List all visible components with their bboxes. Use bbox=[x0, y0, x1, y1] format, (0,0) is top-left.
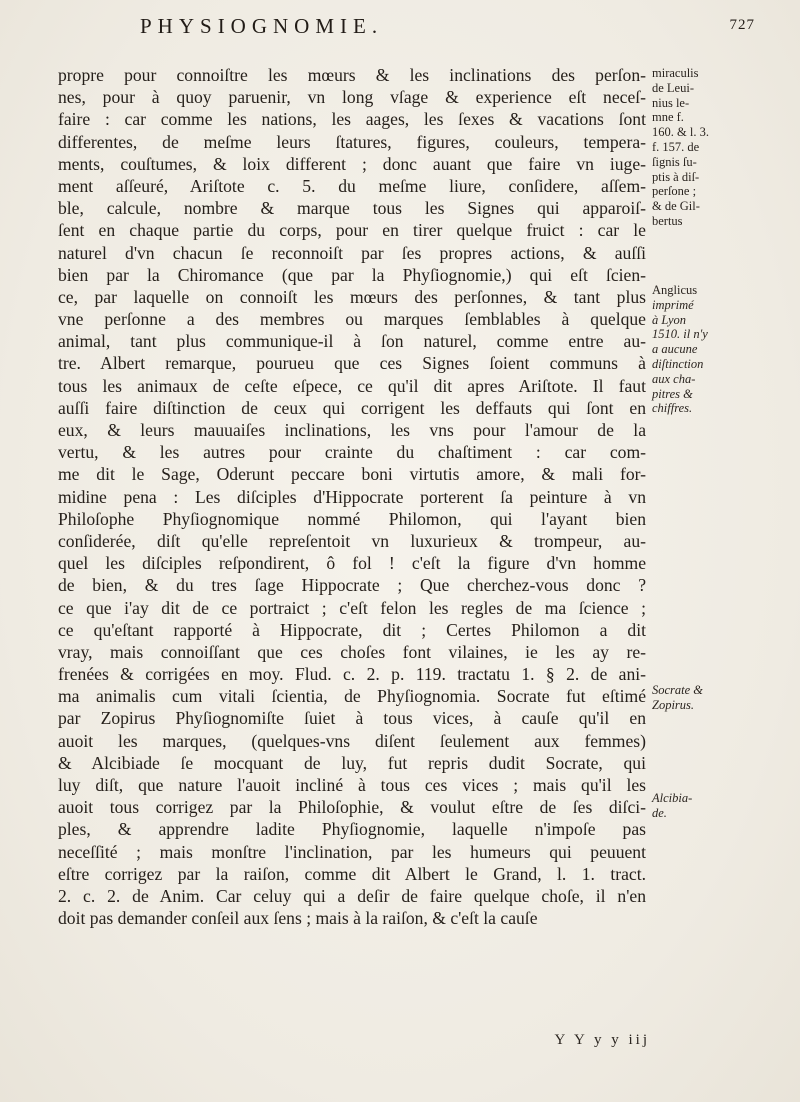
note-line: bertus bbox=[652, 213, 683, 228]
signature-mark: Y Y y y iij bbox=[554, 1032, 650, 1048]
text-line: ce que i'ay dit de ce portraict ; c'eſt felon les regles de ma ſcience ; bbox=[58, 597, 646, 618]
note-line: à Lyon bbox=[652, 312, 687, 327]
note-line: & de Gil- bbox=[652, 199, 700, 214]
note-line: Zopirus. bbox=[652, 697, 695, 712]
text-line: naturel d'vn chacun ſe reconnoiſt par ſes propres actions, & auſſi bbox=[58, 242, 646, 263]
margin-note-anglicus bbox=[652, 283, 708, 416]
note-line: 1510. il n'y bbox=[652, 327, 708, 342]
text-line: tre. Albert remarque, pourueu que ces Signes ſoient communs à bbox=[58, 353, 646, 374]
note-line: f. 157. de bbox=[652, 139, 700, 154]
running-head bbox=[140, 14, 755, 42]
text-line: propre pour connoiſtre les mœurs & les inclinations des perſon- bbox=[58, 65, 646, 85]
text-line: neceſſité ; mais monſtre l'inclination, par les humeurs qui peuuent bbox=[58, 841, 646, 862]
page-number: 727 bbox=[729, 17, 755, 33]
text-line: ce, par laquelle on connoiſt les mœurs des perſonnes, & tant plus bbox=[58, 286, 646, 307]
text-line: eux, & leurs mauuaiſes inclinations, les vns pour l'amour de la bbox=[58, 420, 646, 440]
text-line: ſent en chaque partie du corps, pour en tirer quelque fruict : car le bbox=[58, 220, 646, 241]
note-line: de Leui- bbox=[652, 80, 694, 95]
text-line: ment aſſeuré, Ariſtote c. 5. du meſme liure, conſidere, aſſem- bbox=[58, 175, 646, 196]
text-line: vray, mais connoiſſant que ces choſes font vilaines, ie les ay re- bbox=[58, 641, 646, 662]
text-line: de bien, & du tres ſage Hippocrate ; Que cherchez-vous donc ? bbox=[58, 575, 646, 596]
note-line: 160. & l. 3. bbox=[652, 125, 709, 140]
text-line: auoit les marques, (quelques-vns diſent ſeulement aux femmes) bbox=[58, 730, 646, 751]
note-line: Anglicus bbox=[652, 283, 698, 297]
text-line: me dit le Sage, Oderunt peccare boni virtutis amore, & mali for- bbox=[58, 464, 646, 485]
margin-note-socrate bbox=[652, 683, 703, 713]
text-line: par Zopirus Phyſiognomiſte ſuiet à tous vices, à cauſe qu'il en bbox=[58, 708, 646, 729]
text-line: ples, & apprendre ladite Phyſiognomie, laquelle n'impoſe pas bbox=[58, 819, 646, 840]
margin-note-references bbox=[652, 66, 709, 229]
running-title: PHYSIOGNOMIE. bbox=[140, 14, 384, 38]
text-line: luy diſt, que nature l'auoit incliné à tous ces vices ; mais qu'il les bbox=[58, 775, 646, 795]
note-line: de. bbox=[652, 805, 667, 820]
note-line: Alcibia- bbox=[652, 791, 693, 805]
text-line: eſtre corrigez par la raiſon, comme dit Albert le Grand, l. 1. tract. bbox=[58, 863, 646, 884]
text-line: auſſi faire diſtinction de ceux qui corrigent les deffauts qui ſont en bbox=[58, 397, 646, 418]
main-text-block bbox=[58, 64, 646, 929]
text-line: conſiderée, diſt qu'elle repreſentoit vn luxurieux & trompeur, au- bbox=[58, 530, 646, 551]
note-line: ptis à diſ- bbox=[652, 169, 700, 184]
note-line: nius le- bbox=[652, 95, 690, 110]
text-line: differentes, de meſme leurs ſtatures, figures, couleurs, tempera- bbox=[58, 131, 646, 152]
text-line: 2. c. 2. de Anim. Car celuy qui a deſir de faire quelque choſe, il n'en bbox=[58, 885, 646, 906]
note-line: pitres & bbox=[652, 386, 693, 401]
note-line: perſone ; bbox=[652, 184, 697, 199]
note-line: ſignis ſu- bbox=[652, 154, 697, 169]
note-line: aux cha- bbox=[652, 371, 696, 386]
text-line: auoit tous corrigez par la Philoſophie, & voulut eſtre de ſes diſci- bbox=[58, 797, 646, 818]
note-line: imprimé bbox=[652, 297, 694, 312]
note-line: diſtinction bbox=[652, 356, 704, 371]
text-line: ble, calcule, nombre & marque tous les Signes qui apparoiſ- bbox=[58, 198, 646, 219]
text-line: doit pas demander conſeil aux ſens ; mais à la raiſon, & c'eſt la cauſe bbox=[58, 908, 538, 929]
text-line: & Alcibiade ſe mocquant de luy, fut repris dudit Socrate, qui bbox=[58, 752, 646, 773]
text-line: Philoſophe Phyſiognomique nommé Philomon, qui l'ayant bien bbox=[58, 508, 646, 529]
text-line: nes, pour à quoy paruenir, vn long vſage & experience eſt neceſ- bbox=[58, 87, 646, 108]
text-line: vne perſonne a des membres ou marques ſemblables à quelque bbox=[58, 309, 646, 330]
text-line: faire : car comme les nations, les aages, les ſexes & vacations ſont bbox=[58, 109, 646, 130]
text-line: ce qu'eſtant rapporté à Hippocrate, dit ; Certes Philomon a dit bbox=[58, 619, 646, 640]
note-line: miraculis bbox=[652, 66, 699, 80]
note-line: mne f. bbox=[652, 110, 684, 125]
text-line: bien par la Chiromance (que par la Phyſiognomie,) qui eſt ſcien- bbox=[58, 264, 646, 285]
text-line: animal, tant plus communique-il à ſon naturel, comme entre au- bbox=[58, 331, 646, 352]
note-line: Socrate & bbox=[652, 683, 704, 697]
text-line: frenées & corrigées en moy. Flud. c. 2. p. 119. tractatu 1. § 2. de ani- bbox=[58, 664, 646, 685]
margin-note-alcibiade bbox=[652, 791, 692, 821]
note-line: chiffres. bbox=[652, 401, 693, 416]
text-line: ments, couſtumes, & loix different ; donc auant que faire vn iuge- bbox=[58, 153, 646, 174]
note-line: a aucune bbox=[652, 342, 698, 357]
text-line: tous les animaux de ceſte eſpece, ce qu'il dit apres Ariſtote. Il faut bbox=[58, 375, 646, 396]
text-line: ma animalis cum vitali ſcientia, de Phyſiognomia. Socrate fut eſtimé bbox=[58, 686, 646, 707]
text-line: quel les diſciples reſpondirent, ô fol ! c'eſt la figure d'vn homme bbox=[58, 553, 646, 574]
text-line: midine pena : Les diſciples d'Hippocrate porterent ſa peinture à vn bbox=[58, 486, 646, 507]
text-line: vertu, & les autres pour crainte du chaſtiment : car com- bbox=[58, 442, 646, 463]
